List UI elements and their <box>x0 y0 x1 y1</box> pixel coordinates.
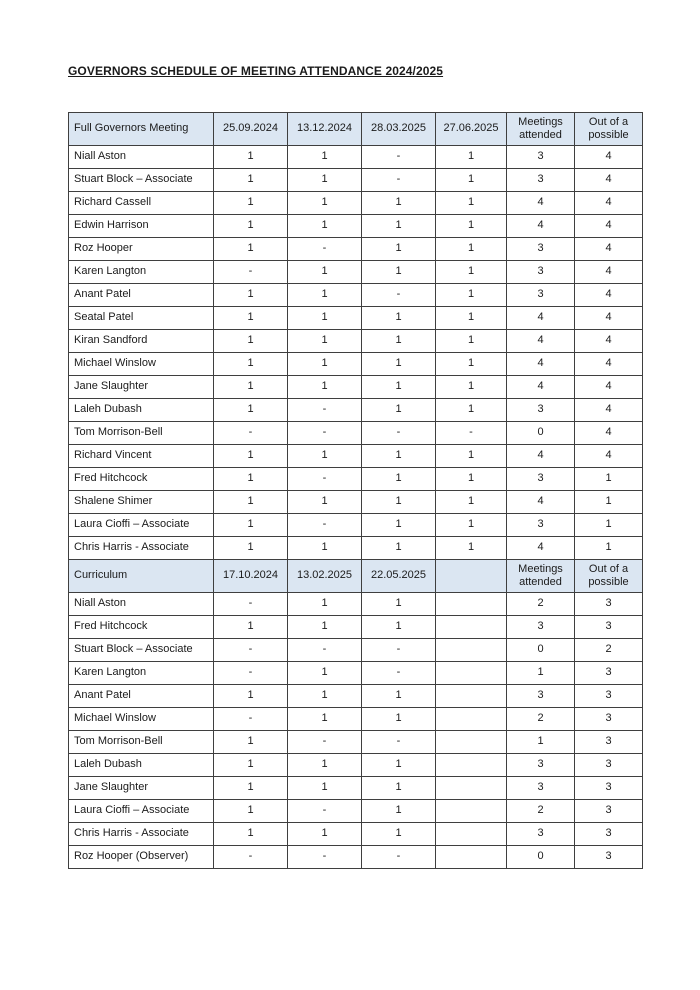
attendance-value-cell: 4 <box>575 261 643 284</box>
table-row <box>69 491 643 514</box>
attendance-value-cell: 3 <box>575 616 643 639</box>
attendance-value-cell: 3 <box>507 169 575 192</box>
governor-name-cell: Niall Aston <box>69 146 214 169</box>
attendance-value-cell: 0 <box>507 639 575 662</box>
attendance-value-cell: 1 <box>436 238 507 261</box>
attendance-value-cell: 3 <box>507 284 575 307</box>
attendance-value-cell: - <box>288 800 362 823</box>
table-row <box>69 685 643 708</box>
attendance-value-cell: 1 <box>288 215 362 238</box>
table-row <box>69 468 643 491</box>
attendance-value-cell <box>436 593 507 616</box>
attendance-value-cell: 1 <box>288 754 362 777</box>
attendance-value-cell: 3 <box>575 800 643 823</box>
table-row <box>69 284 643 307</box>
attendance-value-cell: 3 <box>507 616 575 639</box>
attendance-value-cell: 1 <box>362 192 436 215</box>
attendance-value-cell: 4 <box>575 353 643 376</box>
attendance-value-cell: 4 <box>575 422 643 445</box>
governor-name-cell: Richard Cassell <box>69 192 214 215</box>
table-row <box>69 238 643 261</box>
attendance-value-cell: 2 <box>575 639 643 662</box>
attendance-value-cell: - <box>362 731 436 754</box>
governor-name-cell: Seatal Patel <box>69 307 214 330</box>
governor-name-cell: Niall Aston <box>69 593 214 616</box>
table-row <box>69 422 643 445</box>
governor-name-cell: Karen Langton <box>69 662 214 685</box>
page-title: GOVERNORS SCHEDULE OF MEETING ATTENDANCE 2024/2025 <box>68 64 444 78</box>
attendance-value-cell: 1 <box>214 800 288 823</box>
governor-name-cell: Kiran Sandford <box>69 330 214 353</box>
attendance-value-cell: 1 <box>288 146 362 169</box>
attendance-value-cell: 1 <box>214 823 288 846</box>
section-title-cell: Curriculum <box>69 560 214 593</box>
attendance-value-cell: 1 <box>214 146 288 169</box>
governor-name-cell: Tom Morrison-Bell <box>69 731 214 754</box>
attendance-value-cell: 1 <box>288 261 362 284</box>
table-row <box>69 192 643 215</box>
attendance-value-cell <box>436 708 507 731</box>
attendance-value-cell: 1 <box>288 777 362 800</box>
attendance-value-cell <box>436 685 507 708</box>
attendance-value-cell <box>436 846 507 869</box>
attendance-value-cell: 1 <box>575 491 643 514</box>
attendance-value-cell: 1 <box>362 307 436 330</box>
attendance-value-cell: 1 <box>214 468 288 491</box>
table-row <box>69 169 643 192</box>
attendance-value-cell <box>436 662 507 685</box>
table-row <box>69 616 643 639</box>
governor-name-cell: Stuart Block – Associate <box>69 639 214 662</box>
governor-name-cell: Anant Patel <box>69 685 214 708</box>
attendance-value-cell: 1 <box>214 777 288 800</box>
governor-name-cell: Michael Winslow <box>69 708 214 731</box>
column-header-cell: 25.09.2024 <box>214 113 288 146</box>
attendance-value-cell: - <box>436 422 507 445</box>
attendance-value-cell: - <box>362 639 436 662</box>
attendance-value-cell: 1 <box>214 685 288 708</box>
attendance-value-cell: 1 <box>507 731 575 754</box>
column-header-cell: 13.12.2024 <box>288 113 362 146</box>
attendance-value-cell: 1 <box>362 376 436 399</box>
attendance-value-cell: 1 <box>214 307 288 330</box>
attendance-value-cell: 1 <box>214 754 288 777</box>
governor-name-cell: Anant Patel <box>69 284 214 307</box>
attendance-value-cell: 4 <box>575 284 643 307</box>
attendance-value-cell: 1 <box>362 491 436 514</box>
attendance-value-cell: 4 <box>575 330 643 353</box>
attendance-value-cell: 1 <box>288 491 362 514</box>
attendance-value-cell: 1 <box>362 261 436 284</box>
table-row <box>69 376 643 399</box>
column-header-cell: Meetings attended <box>507 113 575 146</box>
attendance-value-cell: 1 <box>288 353 362 376</box>
attendance-value-cell: 1 <box>436 307 507 330</box>
attendance-value-cell: - <box>288 468 362 491</box>
attendance-table <box>68 112 643 869</box>
attendance-value-cell: 4 <box>575 445 643 468</box>
attendance-value-cell: 1 <box>436 284 507 307</box>
attendance-value-cell <box>436 731 507 754</box>
attendance-value-cell: 1 <box>214 169 288 192</box>
governor-name-cell: Jane Slaughter <box>69 777 214 800</box>
governor-name-cell: Shalene Shimer <box>69 491 214 514</box>
attendance-value-cell: 3 <box>575 731 643 754</box>
attendance-value-cell: 1 <box>436 399 507 422</box>
attendance-value-cell: 1 <box>214 445 288 468</box>
attendance-value-cell <box>436 616 507 639</box>
attendance-value-cell: 1 <box>436 376 507 399</box>
attendance-value-cell: 1 <box>436 330 507 353</box>
attendance-value-cell: 4 <box>575 376 643 399</box>
table-row <box>69 846 643 869</box>
table-row <box>69 353 643 376</box>
governor-name-cell: Richard Vincent <box>69 445 214 468</box>
attendance-value-cell: 3 <box>575 593 643 616</box>
attendance-value-cell: 3 <box>575 846 643 869</box>
attendance-value-cell: - <box>288 422 362 445</box>
attendance-value-cell: 1 <box>214 537 288 560</box>
attendance-value-cell: 1 <box>362 215 436 238</box>
governor-name-cell: Karen Langton <box>69 261 214 284</box>
attendance-value-cell: 1 <box>362 468 436 491</box>
attendance-value-cell: 1 <box>362 514 436 537</box>
attendance-value-cell: - <box>288 238 362 261</box>
attendance-value-cell: 1 <box>214 399 288 422</box>
column-header-cell: 13.02.2025 <box>288 560 362 593</box>
attendance-value-cell: 1 <box>288 708 362 731</box>
column-header-cell: Meetings attended <box>507 560 575 593</box>
attendance-value-cell: 4 <box>575 169 643 192</box>
attendance-value-cell: 1 <box>214 353 288 376</box>
attendance-value-cell: 1 <box>214 616 288 639</box>
attendance-value-cell: 1 <box>362 823 436 846</box>
governor-name-cell: Stuart Block – Associate <box>69 169 214 192</box>
attendance-value-cell: 3 <box>507 468 575 491</box>
governor-name-cell: Laura Cioffi – Associate <box>69 514 214 537</box>
attendance-value-cell: 2 <box>507 800 575 823</box>
attendance-value-cell: 1 <box>288 192 362 215</box>
governor-name-cell: Edwin Harrison <box>69 215 214 238</box>
governor-name-cell: Fred Hitchcock <box>69 616 214 639</box>
table-row <box>69 662 643 685</box>
attendance-value-cell: 1 <box>436 215 507 238</box>
attendance-value-cell: 1 <box>288 537 362 560</box>
attendance-value-cell: 1 <box>288 330 362 353</box>
table-row <box>69 754 643 777</box>
governor-name-cell: Chris Harris - Associate <box>69 537 214 560</box>
attendance-value-cell: 1 <box>362 445 436 468</box>
attendance-value-cell: 1 <box>288 376 362 399</box>
column-header-cell: 17.10.2024 <box>214 560 288 593</box>
governor-name-cell: Tom Morrison-Bell <box>69 422 214 445</box>
attendance-value-cell: - <box>362 662 436 685</box>
governor-name-cell: Michael Winslow <box>69 353 214 376</box>
table-row <box>69 215 643 238</box>
attendance-value-cell: 4 <box>575 399 643 422</box>
column-header-cell: 27.06.2025 <box>436 113 507 146</box>
attendance-value-cell: 1 <box>436 146 507 169</box>
attendance-value-cell: 3 <box>575 662 643 685</box>
governor-name-cell: Laleh Dubash <box>69 399 214 422</box>
attendance-value-cell: 3 <box>507 261 575 284</box>
attendance-value-cell: 1 <box>214 238 288 261</box>
section-header-row-0 <box>69 113 643 146</box>
attendance-value-cell <box>436 777 507 800</box>
attendance-value-cell: 1 <box>362 777 436 800</box>
governor-name-cell: Laura Cioffi – Associate <box>69 800 214 823</box>
attendance-value-cell: 1 <box>214 376 288 399</box>
attendance-value-cell: - <box>362 422 436 445</box>
section-title-cell: Full Governors Meeting <box>69 113 214 146</box>
table-row <box>69 639 643 662</box>
governor-name-cell: Roz Hooper <box>69 238 214 261</box>
attendance-value-cell: 1 <box>288 284 362 307</box>
attendance-value-cell: 4 <box>507 307 575 330</box>
attendance-value-cell <box>436 823 507 846</box>
attendance-value-cell <box>436 754 507 777</box>
attendance-value-cell: 3 <box>507 685 575 708</box>
attendance-value-cell: 1 <box>362 754 436 777</box>
attendance-value-cell: - <box>214 708 288 731</box>
table-row <box>69 330 643 353</box>
attendance-value-cell: 1 <box>214 215 288 238</box>
column-header-cell: Out of a possible <box>575 113 643 146</box>
attendance-value-cell: 3 <box>507 514 575 537</box>
attendance-value-cell: 1 <box>436 468 507 491</box>
attendance-value-cell: - <box>288 514 362 537</box>
attendance-value-cell: 1 <box>362 593 436 616</box>
column-header-cell <box>436 560 507 593</box>
attendance-value-cell: 1 <box>288 169 362 192</box>
attendance-value-cell: - <box>288 399 362 422</box>
attendance-value-cell: - <box>214 846 288 869</box>
attendance-value-cell: 3 <box>575 777 643 800</box>
table-row <box>69 800 643 823</box>
attendance-value-cell: 1 <box>362 330 436 353</box>
attendance-value-cell: 4 <box>575 215 643 238</box>
attendance-value-cell: 0 <box>507 422 575 445</box>
attendance-value-cell: 4 <box>507 330 575 353</box>
attendance-value-cell: 4 <box>575 307 643 330</box>
attendance-value-cell: 1 <box>288 685 362 708</box>
table-row <box>69 399 643 422</box>
attendance-value-cell: 1 <box>288 307 362 330</box>
attendance-value-cell: - <box>214 261 288 284</box>
attendance-value-cell: 2 <box>507 708 575 731</box>
attendance-value-cell: 1 <box>214 514 288 537</box>
table-row <box>69 708 643 731</box>
attendance-value-cell: 3 <box>575 708 643 731</box>
table-row <box>69 777 643 800</box>
attendance-value-cell: 1 <box>507 662 575 685</box>
attendance-value-cell: 2 <box>507 593 575 616</box>
attendance-value-cell: 3 <box>507 399 575 422</box>
attendance-value-cell: 1 <box>288 445 362 468</box>
attendance-value-cell: - <box>214 593 288 616</box>
attendance-value-cell: 1 <box>288 593 362 616</box>
table-row <box>69 514 643 537</box>
attendance-value-cell: 4 <box>507 215 575 238</box>
attendance-value-cell: 1 <box>214 192 288 215</box>
table-row <box>69 823 643 846</box>
attendance-value-cell: - <box>362 846 436 869</box>
attendance-value-cell: 1 <box>214 491 288 514</box>
attendance-value-cell: - <box>288 846 362 869</box>
attendance-value-cell: 4 <box>507 353 575 376</box>
attendance-value-cell: 1 <box>436 537 507 560</box>
column-header-cell: 22.05.2025 <box>362 560 436 593</box>
attendance-value-cell: 3 <box>507 146 575 169</box>
attendance-value-cell: 1 <box>436 514 507 537</box>
attendance-value-cell: 1 <box>436 261 507 284</box>
governor-name-cell: Jane Slaughter <box>69 376 214 399</box>
attendance-value-cell <box>436 800 507 823</box>
attendance-value-cell: 1 <box>575 514 643 537</box>
attendance-value-cell: 1 <box>436 169 507 192</box>
attendance-value-cell: 4 <box>575 238 643 261</box>
attendance-value-cell: 4 <box>507 376 575 399</box>
attendance-value-cell: 3 <box>575 685 643 708</box>
table-row <box>69 445 643 468</box>
governor-name-cell: Chris Harris - Associate <box>69 823 214 846</box>
section-header-row-1 <box>69 560 643 593</box>
table-row <box>69 307 643 330</box>
attendance-value-cell: 1 <box>362 800 436 823</box>
attendance-value-cell: 1 <box>288 823 362 846</box>
column-header-cell: 28.03.2025 <box>362 113 436 146</box>
attendance-value-cell: 3 <box>507 777 575 800</box>
attendance-value-cell: - <box>362 284 436 307</box>
table-row <box>69 731 643 754</box>
attendance-value-cell: 1 <box>214 731 288 754</box>
table-row <box>69 593 643 616</box>
attendance-value-cell: - <box>214 662 288 685</box>
attendance-value-cell: 1 <box>288 662 362 685</box>
attendance-value-cell: - <box>214 639 288 662</box>
attendance-value-cell: 1 <box>575 468 643 491</box>
attendance-value-cell: - <box>362 146 436 169</box>
attendance-value-cell: 1 <box>362 685 436 708</box>
attendance-value-cell: 4 <box>507 537 575 560</box>
attendance-value-cell: 1 <box>214 330 288 353</box>
attendance-value-cell: 4 <box>507 445 575 468</box>
governor-name-cell: Fred Hitchcock <box>69 468 214 491</box>
attendance-value-cell: - <box>288 639 362 662</box>
attendance-value-cell <box>436 639 507 662</box>
attendance-value-cell: 0 <box>507 846 575 869</box>
table-row <box>69 261 643 284</box>
attendance-value-cell: 1 <box>214 284 288 307</box>
governor-name-cell: Laleh Dubash <box>69 754 214 777</box>
attendance-value-cell: 1 <box>362 616 436 639</box>
attendance-value-cell: 1 <box>436 353 507 376</box>
attendance-value-cell: 1 <box>362 708 436 731</box>
attendance-value-cell: 1 <box>362 238 436 261</box>
attendance-value-cell: 1 <box>575 537 643 560</box>
attendance-value-cell: 3 <box>507 754 575 777</box>
attendance-value-cell: - <box>362 169 436 192</box>
attendance-value-cell: 1 <box>362 537 436 560</box>
attendance-value-cell: 1 <box>362 399 436 422</box>
attendance-value-cell: 1 <box>288 616 362 639</box>
attendance-value-cell: 1 <box>436 445 507 468</box>
attendance-value-cell: 3 <box>507 823 575 846</box>
attendance-value-cell: 3 <box>507 238 575 261</box>
attendance-value-cell: - <box>214 422 288 445</box>
attendance-value-cell: 1 <box>436 491 507 514</box>
governor-name-cell: Roz Hooper (Observer) <box>69 846 214 869</box>
attendance-value-cell: 4 <box>507 491 575 514</box>
table-row <box>69 537 643 560</box>
table-row <box>69 146 643 169</box>
attendance-value-cell: 3 <box>575 823 643 846</box>
attendance-value-cell: 4 <box>507 192 575 215</box>
attendance-value-cell: 4 <box>575 192 643 215</box>
attendance-value-cell: 3 <box>575 754 643 777</box>
column-header-cell: Out of a possible <box>575 560 643 593</box>
attendance-value-cell: 4 <box>575 146 643 169</box>
attendance-value-cell: 1 <box>362 353 436 376</box>
attendance-value-cell: - <box>288 731 362 754</box>
attendance-value-cell: 1 <box>436 192 507 215</box>
